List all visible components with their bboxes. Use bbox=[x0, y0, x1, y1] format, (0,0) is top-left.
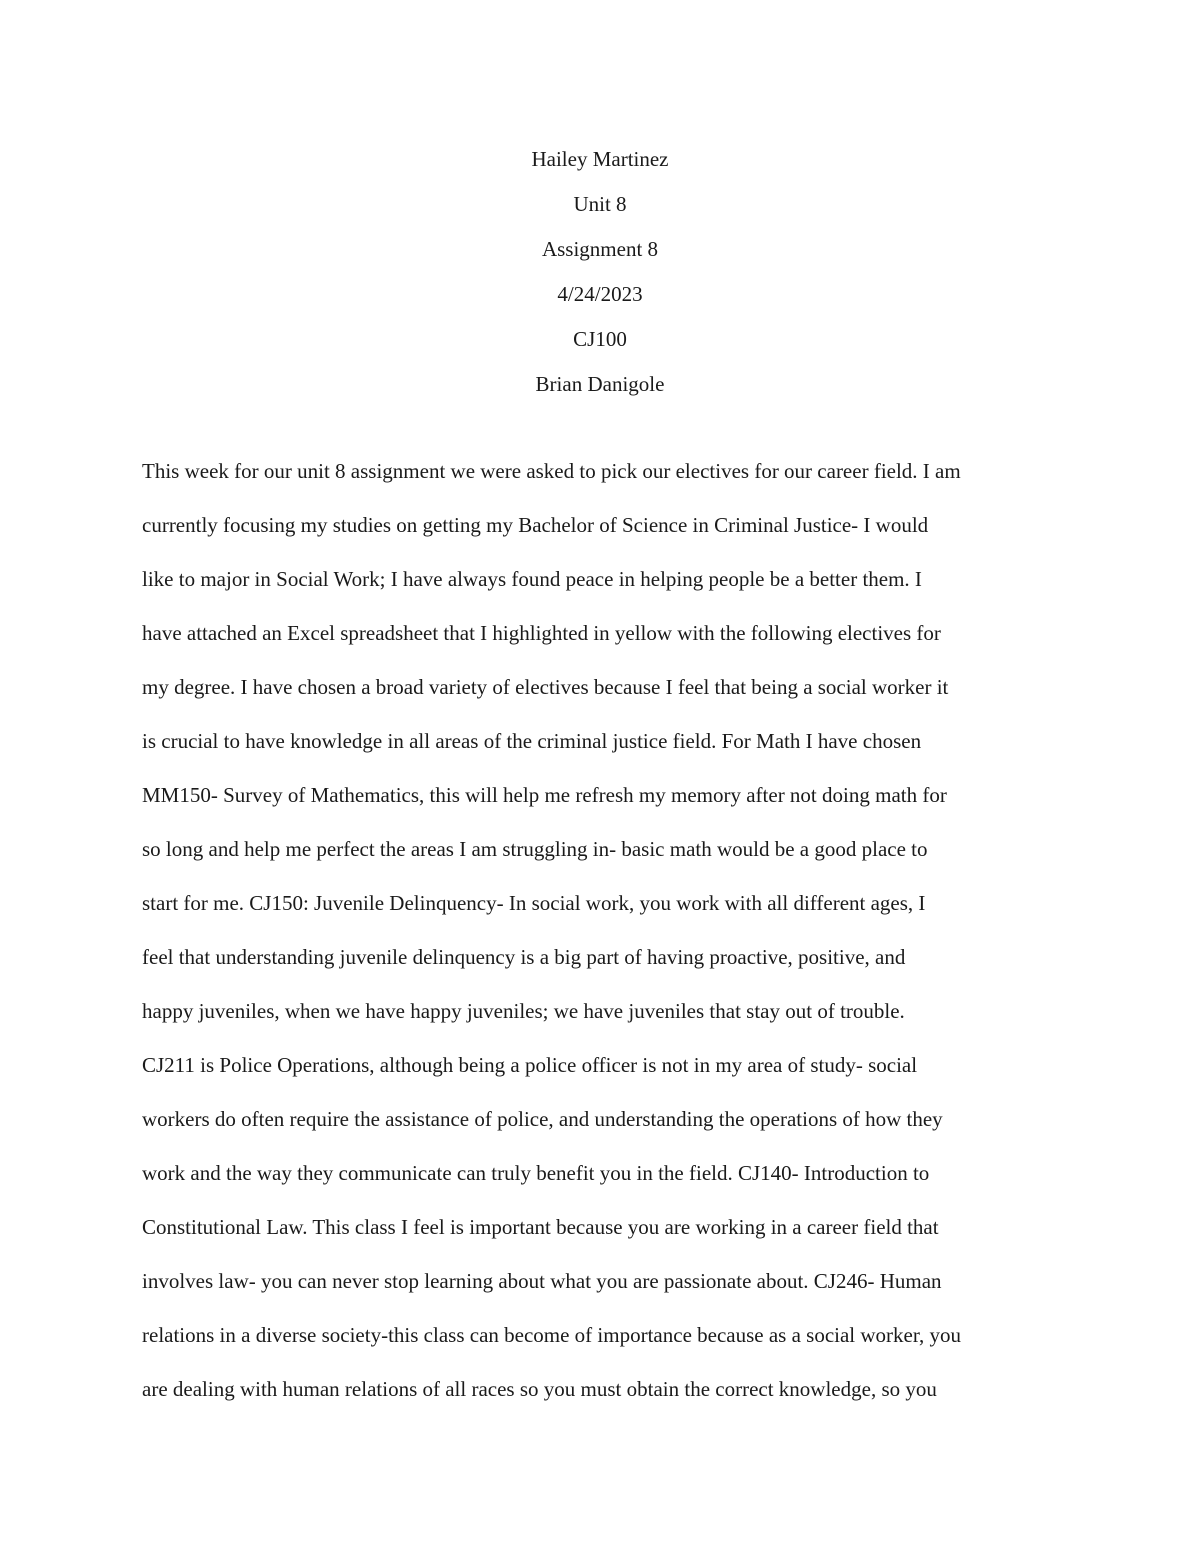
paragraph-line: currently focusing my studies on getting my Bachelor of Science in Criminal Justice- I would bbox=[142, 513, 929, 537]
paragraph-line: Constitutional Law. This class I feel is important because you are working in a career field that bbox=[142, 1215, 939, 1239]
assignment-label: Assignment 8 bbox=[541, 237, 659, 261]
paragraph-line: are dealing with human relations of all races so you must obtain the correct knowledge, so you bbox=[142, 1377, 937, 1401]
paragraph-line: like to major in Social Work; I have always found peace in helping people be a better them. I bbox=[142, 567, 922, 591]
paragraph-line: CJ211 is Police Operations, although being a police officer is not in my area of study- social bbox=[142, 1053, 918, 1077]
title-block bbox=[0, 137, 1200, 407]
paragraph-line: feel that understanding juvenile delinquency is a big part of having proactive, positive, and bbox=[142, 945, 906, 969]
paragraph-line: is crucial to have knowledge in all areas of the criminal justice field. For Math I have chosen bbox=[142, 729, 922, 753]
paragraph-line: relations in a diverse society-this class can become of importance because as a social worker, you bbox=[142, 1323, 962, 1347]
paragraph-line: start for me. CJ150: Juvenile Delinquency- In social work, you work with all different ages, I bbox=[142, 891, 926, 915]
paragraph-line: my degree. I have chosen a broad variety of electives because I feel that being a social worker it bbox=[142, 675, 949, 699]
paragraph-line: have attached an Excel spreadsheet that I highlighted in yellow with the following electives for bbox=[142, 621, 941, 645]
unit-label: Unit 8 bbox=[573, 192, 627, 216]
paragraph-line: work and the way they communicate can truly benefit you in the field. CJ140- Introduction to bbox=[142, 1161, 930, 1185]
paragraph-line: MM150- Survey of Mathematics, this will help me refresh my memory after not doing math for bbox=[142, 783, 947, 807]
course-label: CJ100 bbox=[573, 327, 627, 351]
instructor-name: Brian Danigole bbox=[535, 372, 665, 396]
date-label: 4/24/2023 bbox=[557, 282, 643, 306]
paragraph-line: happy juveniles, when we have happy juveniles; we have juveniles that stay out of trouble. bbox=[142, 999, 905, 1023]
paragraph-line: This week for our unit 8 assignment we were asked to pick our electives for our career field. I am bbox=[142, 459, 961, 483]
paragraph-line: workers do often require the assistance of police, and understanding the operations of how they bbox=[142, 1107, 943, 1131]
body-paragraph bbox=[142, 444, 1072, 1416]
paragraph-line: so long and help me perfect the areas I am struggling in- basic math would be a good place to bbox=[142, 837, 928, 861]
paragraph-line: involves law- you can never stop learning about what you are passionate about. CJ246- Human bbox=[142, 1269, 942, 1293]
author-name: Hailey Martinez bbox=[531, 147, 669, 171]
